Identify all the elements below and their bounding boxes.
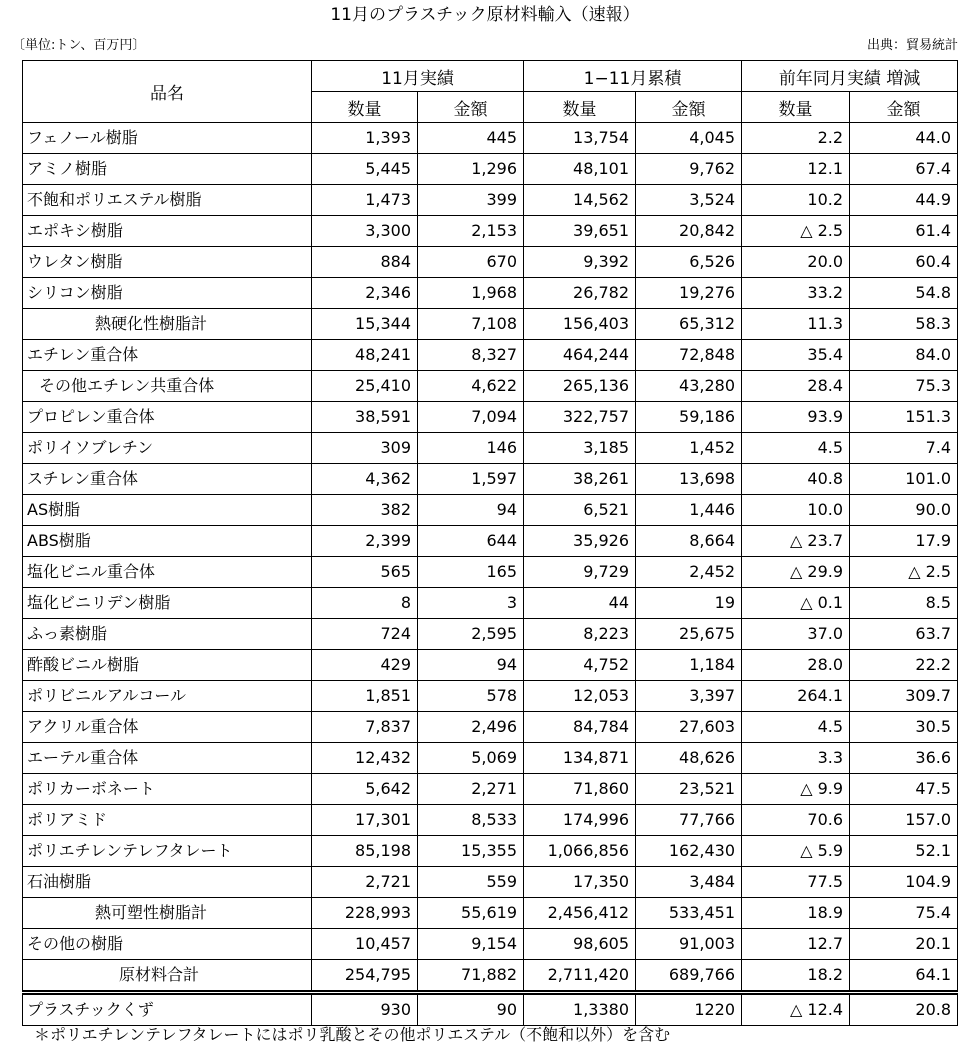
table-row: [23, 464, 958, 495]
cell-yoy-amount: 47.5: [850, 774, 958, 805]
cell-cumulative-amount: 6,526: [636, 247, 742, 278]
header-item-name: 品名: [23, 61, 312, 123]
cell-cumulative-amount: 9,762: [636, 154, 742, 185]
cell-amount: 445: [418, 123, 524, 154]
table-row: [23, 929, 958, 960]
cell-quantity: 2,721: [312, 867, 418, 898]
cell-item-name: スチレン重合体: [23, 464, 312, 495]
cell-quantity: 5,642: [312, 774, 418, 805]
cell-item-name: 原材料合計: [23, 960, 312, 993]
cell-amount: 3: [418, 588, 524, 619]
table-header: [23, 61, 958, 123]
cell-amount: 165: [418, 557, 524, 588]
cell-cumulative-amount: 19: [636, 588, 742, 619]
cell-quantity: 15,344: [312, 309, 418, 340]
cell-yoy-amount: 22.2: [850, 650, 958, 681]
table-row: [23, 278, 958, 309]
cell-amount: 94: [418, 650, 524, 681]
cell-yoy-quantity: 93.9: [742, 402, 850, 433]
cell-cumulative-amount: 20,842: [636, 216, 742, 247]
cell-item-name: 塩化ビニル重合体: [23, 557, 312, 588]
cell-yoy-quantity: 10.2: [742, 185, 850, 216]
cell-cumulative-quantity: 4,752: [524, 650, 636, 681]
cell-amount: 2,153: [418, 216, 524, 247]
cell-quantity: 17,301: [312, 805, 418, 836]
header-yoy-change: 前年同月実績 増減: [742, 61, 958, 92]
cell-yoy-quantity: △ 2.5: [742, 216, 850, 247]
cell-yoy-amount: 75.4: [850, 898, 958, 929]
cell-cumulative-amount: 25,675: [636, 619, 742, 650]
cell-item-name: エポキシ樹脂: [23, 216, 312, 247]
cell-quantity: 884: [312, 247, 418, 278]
cell-yoy-quantity: △ 0.1: [742, 588, 850, 619]
cell-quantity: 48,241: [312, 340, 418, 371]
cell-yoy-amount: 44.9: [850, 185, 958, 216]
cell-yoy-quantity: 3.3: [742, 743, 850, 774]
cell-yoy-quantity: 35.4: [742, 340, 850, 371]
cell-yoy-quantity: 37.0: [742, 619, 850, 650]
cell-yoy-quantity: 18.2: [742, 960, 850, 993]
cell-cumulative-amount: 533,451: [636, 898, 742, 929]
table-row: [23, 712, 958, 743]
table-row: [23, 433, 958, 464]
cell-quantity: 429: [312, 650, 418, 681]
cell-amount: 90: [418, 993, 524, 1026]
cell-cumulative-quantity: 35,926: [524, 526, 636, 557]
unit-note: 〔単位:トン、百万円〕: [12, 38, 146, 53]
cell-amount: 670: [418, 247, 524, 278]
cell-cumulative-amount: 3,397: [636, 681, 742, 712]
cell-cumulative-amount: 162,430: [636, 836, 742, 867]
cell-cumulative-quantity: 1,066,856: [524, 836, 636, 867]
cell-yoy-amount: 63.7: [850, 619, 958, 650]
cell-amount: 578: [418, 681, 524, 712]
cell-quantity: 1,393: [312, 123, 418, 154]
cell-yoy-quantity: 18.9: [742, 898, 850, 929]
cell-quantity: 1,851: [312, 681, 418, 712]
cell-amount: 644: [418, 526, 524, 557]
cell-quantity: 2,346: [312, 278, 418, 309]
cell-item-name: その他の樹脂: [23, 929, 312, 960]
import-table: [22, 60, 958, 1026]
cell-cumulative-amount: 65,312: [636, 309, 742, 340]
table-row: [23, 247, 958, 278]
cell-yoy-quantity: 11.3: [742, 309, 850, 340]
cell-cumulative-quantity: 13,754: [524, 123, 636, 154]
table-row: [23, 309, 958, 340]
table-row: [23, 960, 958, 993]
cell-yoy-amount: 17.9: [850, 526, 958, 557]
cell-item-name: その他エチレン共重合体: [23, 371, 312, 402]
cell-yoy-amount: 8.5: [850, 588, 958, 619]
header-amount: 金額: [636, 92, 742, 123]
cell-item-name: エチレン重合体: [23, 340, 312, 371]
cell-yoy-amount: 7.4: [850, 433, 958, 464]
cell-cumulative-amount: 2,452: [636, 557, 742, 588]
cell-cumulative-amount: 43,280: [636, 371, 742, 402]
cell-item-name: ポリカーボネート: [23, 774, 312, 805]
cell-amount: 399: [418, 185, 524, 216]
header-amount: 金額: [850, 92, 958, 123]
cell-amount: 1,296: [418, 154, 524, 185]
cell-cumulative-amount: 1,452: [636, 433, 742, 464]
cell-cumulative-amount: 13,698: [636, 464, 742, 495]
cell-cumulative-quantity: 265,136: [524, 371, 636, 402]
table-row: [23, 588, 958, 619]
cell-cumulative-amount: 1220: [636, 993, 742, 1026]
cell-cumulative-quantity: 17,350: [524, 867, 636, 898]
table-row: [23, 371, 958, 402]
cell-cumulative-amount: 4,045: [636, 123, 742, 154]
cell-amount: 146: [418, 433, 524, 464]
cell-yoy-quantity: △ 5.9: [742, 836, 850, 867]
cell-cumulative-amount: 689,766: [636, 960, 742, 993]
cell-item-name: 不飽和ポリエステル樹脂: [23, 185, 312, 216]
cell-quantity: 309: [312, 433, 418, 464]
table-row: [23, 154, 958, 185]
cell-cumulative-quantity: 3,185: [524, 433, 636, 464]
cell-yoy-amount: 30.5: [850, 712, 958, 743]
cell-cumulative-amount: 3,524: [636, 185, 742, 216]
cell-yoy-quantity: 12.7: [742, 929, 850, 960]
table-row: [23, 495, 958, 526]
cell-yoy-amount: 90.0: [850, 495, 958, 526]
cell-amount: 4,622: [418, 371, 524, 402]
table-row: [23, 867, 958, 898]
cell-yoy-amount: 151.3: [850, 402, 958, 433]
cell-yoy-amount: 52.1: [850, 836, 958, 867]
cell-cumulative-quantity: 156,403: [524, 309, 636, 340]
cell-amount: 8,533: [418, 805, 524, 836]
cell-yoy-amount: 20.8: [850, 993, 958, 1026]
cell-quantity: 25,410: [312, 371, 418, 402]
cell-item-name: ポリエチレンテレフタレート: [23, 836, 312, 867]
cell-yoy-amount: 44.0: [850, 123, 958, 154]
cell-item-name: ふっ素樹脂: [23, 619, 312, 650]
cell-yoy-quantity: 4.5: [742, 712, 850, 743]
table-row: [23, 619, 958, 650]
table-row: [23, 805, 958, 836]
cell-amount: 7,094: [418, 402, 524, 433]
cell-yoy-quantity: 28.4: [742, 371, 850, 402]
cell-cumulative-amount: 77,766: [636, 805, 742, 836]
cell-item-name: フェノール樹脂: [23, 123, 312, 154]
header-quantity: 数量: [524, 92, 636, 123]
cell-quantity: 8: [312, 588, 418, 619]
cell-cumulative-amount: 72,848: [636, 340, 742, 371]
cell-amount: 71,882: [418, 960, 524, 993]
cell-yoy-amount: 101.0: [850, 464, 958, 495]
cell-item-name: アミノ樹脂: [23, 154, 312, 185]
header-cumulative: 1−11月累積: [524, 61, 742, 92]
cell-item-name: 熱可塑性樹脂計: [23, 898, 312, 929]
cell-yoy-quantity: 10.0: [742, 495, 850, 526]
cell-cumulative-amount: 23,521: [636, 774, 742, 805]
cell-cumulative-quantity: 14,562: [524, 185, 636, 216]
table-row: [23, 526, 958, 557]
cell-item-name: アクリル重合体: [23, 712, 312, 743]
table-row: [23, 216, 958, 247]
cell-amount: 2,496: [418, 712, 524, 743]
cell-cumulative-quantity: 39,651: [524, 216, 636, 247]
header-quantity: 数量: [312, 92, 418, 123]
cell-cumulative-quantity: 98,605: [524, 929, 636, 960]
cell-yoy-amount: 36.6: [850, 743, 958, 774]
cell-yoy-quantity: 33.2: [742, 278, 850, 309]
cell-item-name: エーテル重合体: [23, 743, 312, 774]
cell-amount: 2,271: [418, 774, 524, 805]
cell-cumulative-amount: 8,664: [636, 526, 742, 557]
cell-cumulative-amount: 1,446: [636, 495, 742, 526]
source-note: 出典：貿易統計: [866, 38, 958, 53]
cell-cumulative-quantity: 71,860: [524, 774, 636, 805]
cell-cumulative-quantity: 12,053: [524, 681, 636, 712]
cell-item-name: シリコン樹脂: [23, 278, 312, 309]
cell-amount: 9,154: [418, 929, 524, 960]
cell-item-name: AS樹脂: [23, 495, 312, 526]
cell-quantity: 382: [312, 495, 418, 526]
cell-yoy-amount: 20.1: [850, 929, 958, 960]
cell-cumulative-amount: 19,276: [636, 278, 742, 309]
cell-cumulative-quantity: 38,261: [524, 464, 636, 495]
table-row: [23, 774, 958, 805]
cell-item-name: 熱硬化性樹脂計: [23, 309, 312, 340]
cell-item-name: プロピレン重合体: [23, 402, 312, 433]
cell-cumulative-quantity: 48,101: [524, 154, 636, 185]
cell-quantity: 38,591: [312, 402, 418, 433]
cell-yoy-quantity: 12.1: [742, 154, 850, 185]
cell-amount: 2,595: [418, 619, 524, 650]
cell-cumulative-quantity: 174,996: [524, 805, 636, 836]
cell-item-name: ウレタン樹脂: [23, 247, 312, 278]
cell-cumulative-quantity: 6,521: [524, 495, 636, 526]
table-row: [23, 402, 958, 433]
cell-yoy-amount: △ 2.5: [850, 557, 958, 588]
cell-yoy-quantity: △ 23.7: [742, 526, 850, 557]
table-body: [23, 123, 958, 1026]
cell-amount: 94: [418, 495, 524, 526]
cell-amount: 7,108: [418, 309, 524, 340]
cell-quantity: 4,362: [312, 464, 418, 495]
cell-item-name: プラスチックくず: [23, 993, 312, 1026]
cell-cumulative-amount: 3,484: [636, 867, 742, 898]
cell-yoy-quantity: △ 29.9: [742, 557, 850, 588]
cell-yoy-quantity: 264.1: [742, 681, 850, 712]
table-row: [23, 681, 958, 712]
cell-yoy-amount: 54.8: [850, 278, 958, 309]
cell-amount: 1,597: [418, 464, 524, 495]
cell-yoy-amount: 60.4: [850, 247, 958, 278]
cell-quantity: 12,432: [312, 743, 418, 774]
table-row: [23, 898, 958, 929]
cell-yoy-quantity: 2.2: [742, 123, 850, 154]
table-row: [23, 340, 958, 371]
table-row: [23, 123, 958, 154]
cell-amount: 5,069: [418, 743, 524, 774]
cell-cumulative-quantity: 26,782: [524, 278, 636, 309]
cell-yoy-amount: 67.4: [850, 154, 958, 185]
table-row: [23, 836, 958, 867]
table-row: [23, 650, 958, 681]
cell-item-name: ポリビニルアルコール: [23, 681, 312, 712]
cell-cumulative-quantity: 44: [524, 588, 636, 619]
cell-quantity: 7,837: [312, 712, 418, 743]
cell-item-name: ポリアミド: [23, 805, 312, 836]
cell-cumulative-quantity: 2,711,420: [524, 960, 636, 993]
cell-cumulative-quantity: 464,244: [524, 340, 636, 371]
cell-cumulative-amount: 91,003: [636, 929, 742, 960]
cell-quantity: 254,795: [312, 960, 418, 993]
footnote: ＊ポリエチレンテレフタレートにはポリ乳酸とその他ポリエステル（不飽和以外）を含む: [34, 1025, 671, 1044]
table-row: [23, 185, 958, 216]
cell-yoy-quantity: 70.6: [742, 805, 850, 836]
table-row: [23, 557, 958, 588]
page-title: 11月のプラスチック原材料輸入（速報）: [330, 5, 640, 25]
cell-amount: 1,968: [418, 278, 524, 309]
cell-cumulative-quantity: 9,392: [524, 247, 636, 278]
cell-yoy-quantity: △ 9.9: [742, 774, 850, 805]
cell-item-name: 酢酸ビニル樹脂: [23, 650, 312, 681]
cell-quantity: 3,300: [312, 216, 418, 247]
cell-yoy-amount: 61.4: [850, 216, 958, 247]
cell-yoy-quantity: △ 12.4: [742, 993, 850, 1026]
cell-cumulative-quantity: 322,757: [524, 402, 636, 433]
cell-cumulative-amount: 1,184: [636, 650, 742, 681]
table-row: [23, 993, 958, 1026]
cell-yoy-quantity: 20.0: [742, 247, 850, 278]
cell-quantity: 2,399: [312, 526, 418, 557]
cell-yoy-quantity: 28.0: [742, 650, 850, 681]
cell-cumulative-quantity: 84,784: [524, 712, 636, 743]
cell-amount: 15,355: [418, 836, 524, 867]
cell-yoy-amount: 309.7: [850, 681, 958, 712]
table-row: [23, 743, 958, 774]
cell-yoy-quantity: 77.5: [742, 867, 850, 898]
cell-yoy-amount: 104.9: [850, 867, 958, 898]
cell-item-name: 塩化ビニリデン樹脂: [23, 588, 312, 619]
cell-cumulative-quantity: 8,223: [524, 619, 636, 650]
cell-amount: 8,327: [418, 340, 524, 371]
cell-amount: 559: [418, 867, 524, 898]
cell-yoy-quantity: 40.8: [742, 464, 850, 495]
cell-amount: 55,619: [418, 898, 524, 929]
cell-quantity: 724: [312, 619, 418, 650]
cell-yoy-amount: 84.0: [850, 340, 958, 371]
cell-cumulative-amount: 48,626: [636, 743, 742, 774]
cell-quantity: 1,473: [312, 185, 418, 216]
cell-quantity: 930: [312, 993, 418, 1026]
cell-yoy-quantity: 4.5: [742, 433, 850, 464]
cell-quantity: 228,993: [312, 898, 418, 929]
cell-cumulative-quantity: 1,3380: [524, 993, 636, 1026]
cell-yoy-amount: 64.1: [850, 960, 958, 993]
cell-item-name: ABS樹脂: [23, 526, 312, 557]
cell-cumulative-quantity: 2,456,412: [524, 898, 636, 929]
cell-cumulative-quantity: 9,729: [524, 557, 636, 588]
cell-yoy-amount: 75.3: [850, 371, 958, 402]
cell-quantity: 565: [312, 557, 418, 588]
cell-item-name: 石油樹脂: [23, 867, 312, 898]
header-quantity: 数量: [742, 92, 850, 123]
cell-cumulative-amount: 27,603: [636, 712, 742, 743]
header-november-results: 11月実績: [312, 61, 524, 92]
cell-item-name: ポリイソブレチン: [23, 433, 312, 464]
cell-yoy-amount: 58.3: [850, 309, 958, 340]
cell-cumulative-amount: 59,186: [636, 402, 742, 433]
cell-cumulative-quantity: 134,871: [524, 743, 636, 774]
cell-quantity: 10,457: [312, 929, 418, 960]
header-amount: 金額: [418, 92, 524, 123]
cell-quantity: 85,198: [312, 836, 418, 867]
cell-yoy-amount: 157.0: [850, 805, 958, 836]
cell-quantity: 5,445: [312, 154, 418, 185]
